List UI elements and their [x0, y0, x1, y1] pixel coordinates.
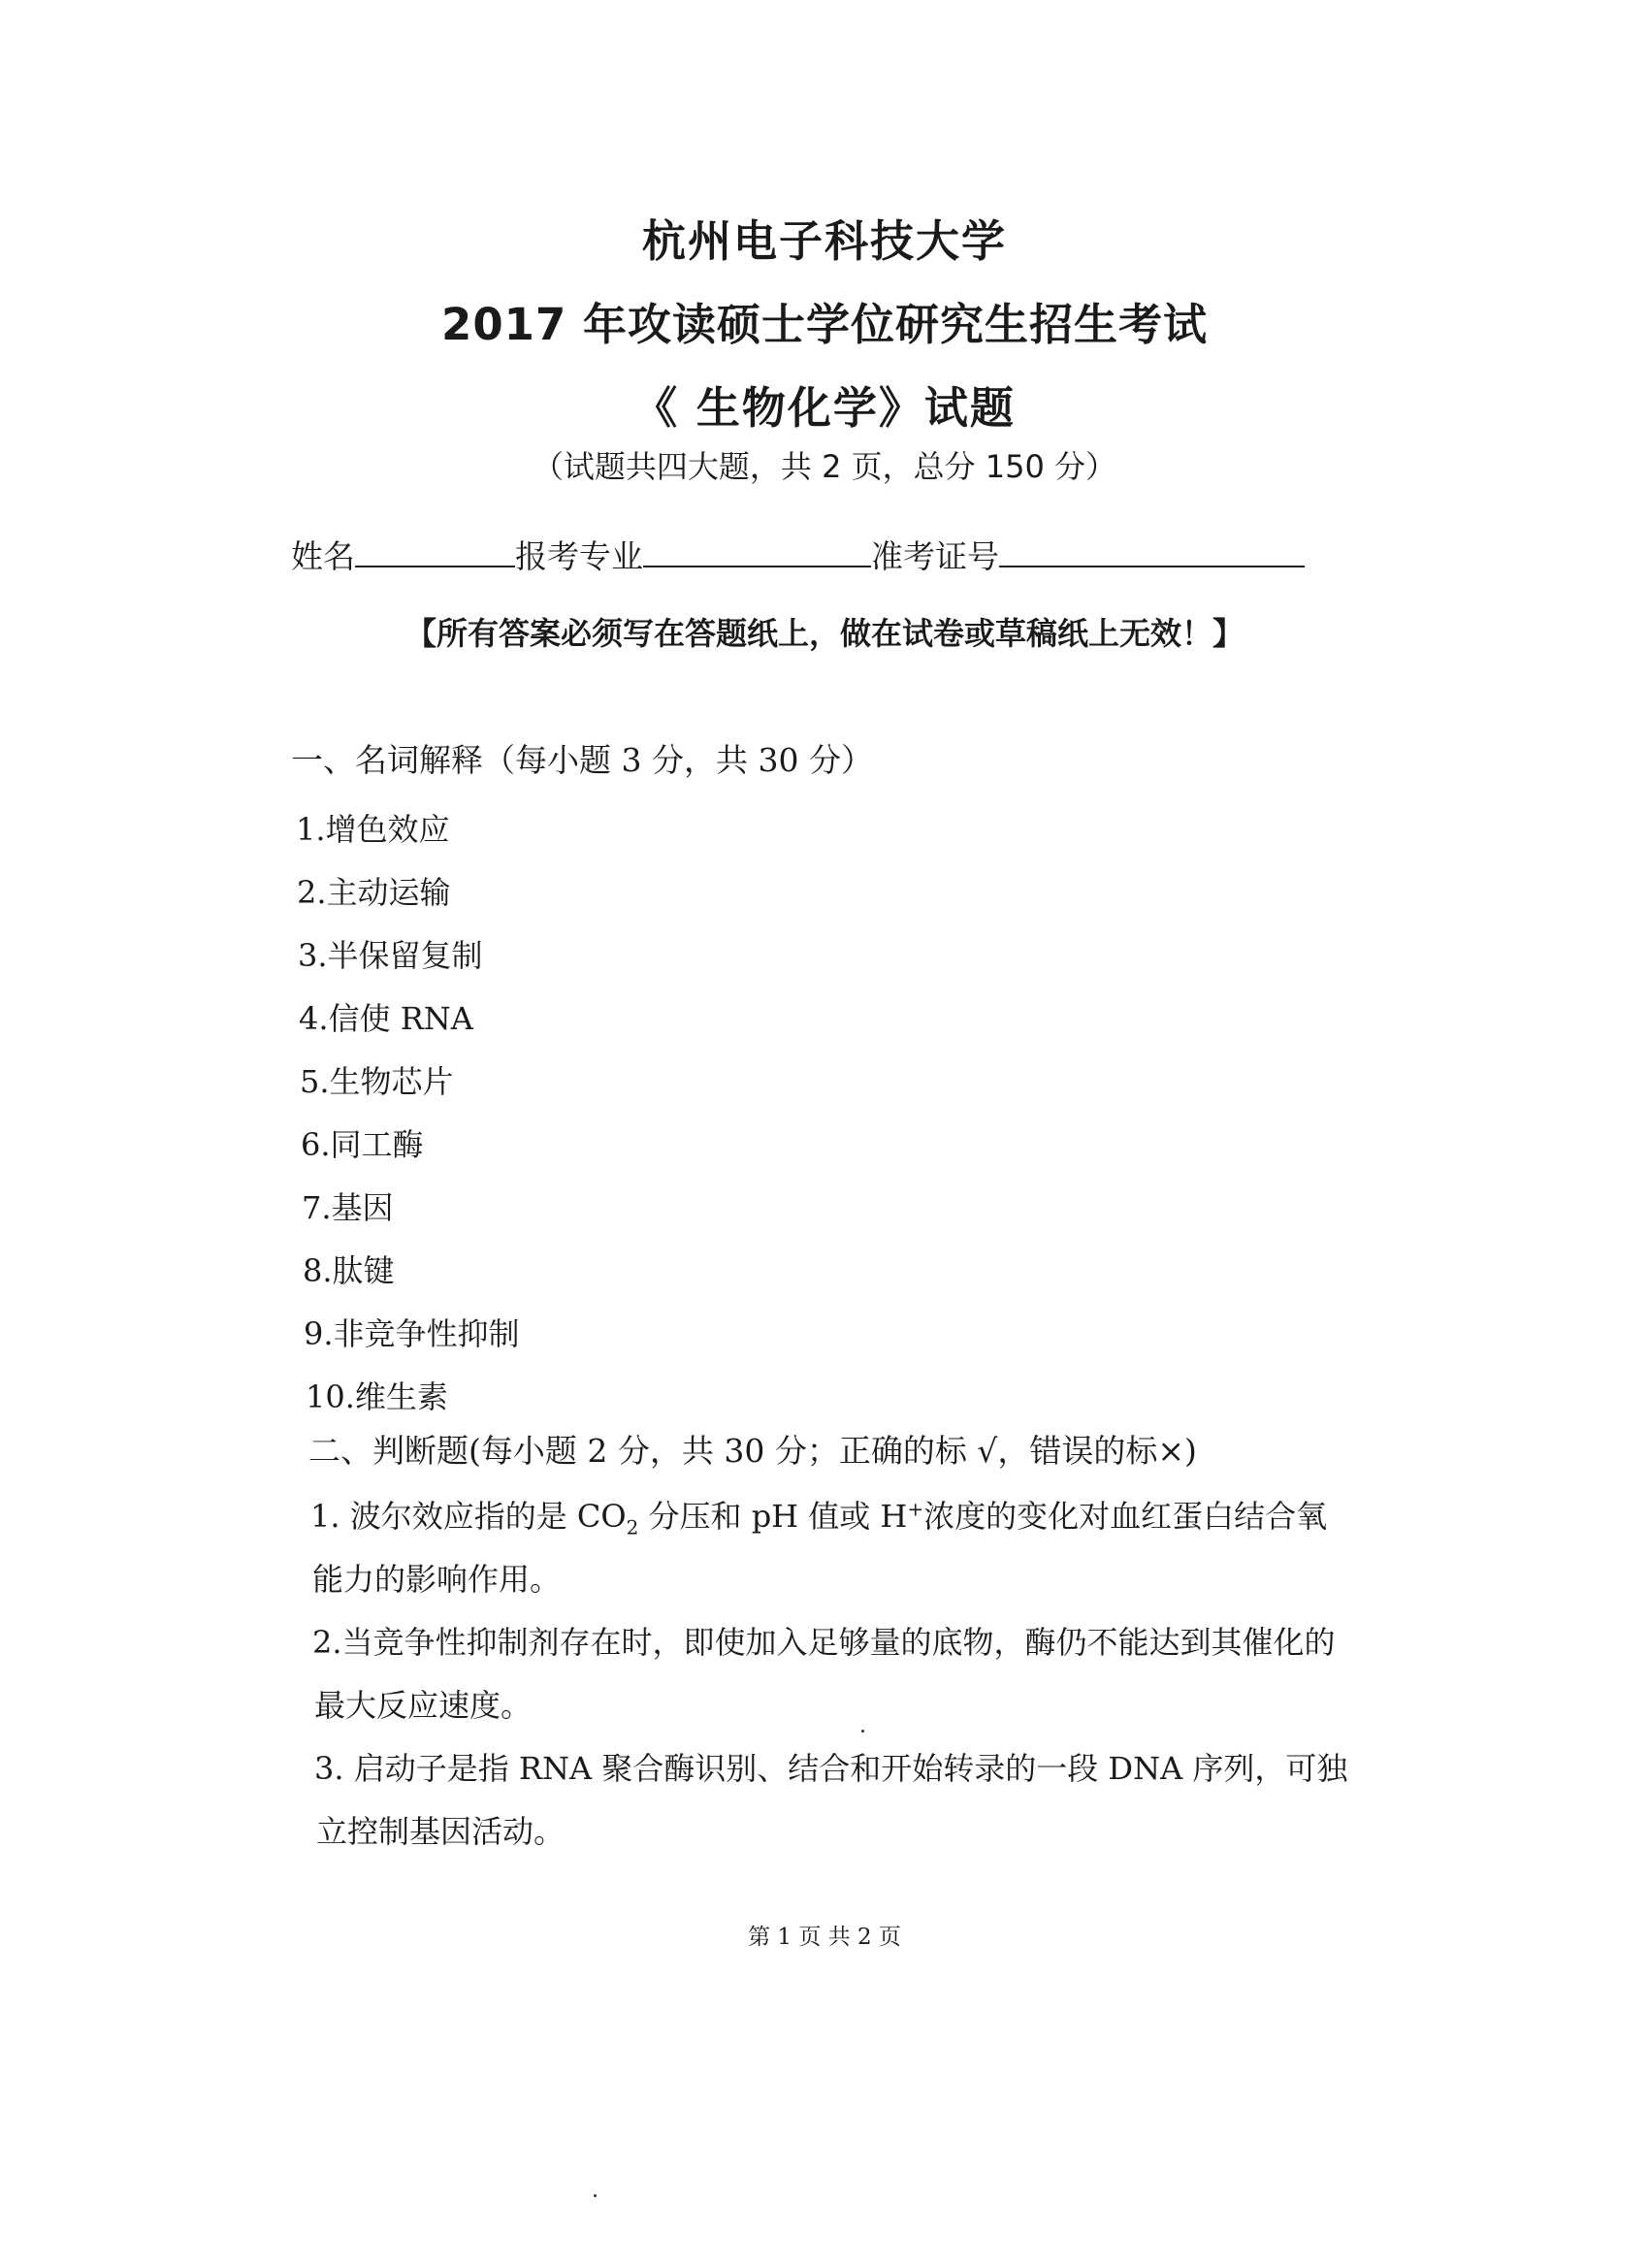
page-footer: 第 1 页 共 2 页: [748, 1925, 901, 1950]
judge-q2-line1: 2.当竞争性抑制剂存在时，即使加入足够量的底物，酶仍不能达到其催化的: [312, 1624, 1336, 1661]
major-blank: [643, 536, 871, 567]
section1-heading: 一、名词解释（每小题 3 分，共 30 分）: [291, 741, 873, 779]
judge-q3-line2: 立控制基因活动。: [316, 1813, 566, 1850]
name-blank: [355, 536, 515, 567]
term-item: 10.维生素: [306, 1378, 448, 1415]
term-item: 3.半保留复制: [298, 937, 483, 974]
term-item: 6.同工酶: [301, 1126, 424, 1163]
term-item: 8.肽键: [303, 1252, 395, 1289]
q1-text-c: 浓度的变化对血红蛋白结合氧: [923, 1498, 1328, 1535]
q1-subscript: 2: [626, 1515, 639, 1539]
exam-title: 2017 年攻读硕士学位研究生招生考试: [441, 299, 1208, 350]
exam-note: （试题共四大题，共 2 页，总分 150 分）: [532, 448, 1117, 485]
candidate-fields: [291, 532, 1305, 577]
scan-speck: [861, 1730, 864, 1733]
term-item: 2.主动运输: [297, 874, 451, 911]
major-label: 报考专业: [515, 537, 643, 575]
term-item: 1.增色效应: [296, 811, 450, 848]
term-item: 5.生物芯片: [300, 1063, 454, 1100]
q1-text-b: 分压和 pH 值或 H: [638, 1498, 908, 1535]
school-title: 杭州电子科技大学: [641, 215, 1007, 267]
judge-q1-line2: 能力的影响作用。: [312, 1561, 562, 1598]
q1-text-a: 1. 波尔效应指的是 CO: [310, 1498, 627, 1535]
scan-speck: [594, 2194, 597, 2197]
section2-heading: 二、判断题(每小题 2 分，共 30 分；正确的标 √，错误的标×): [308, 1432, 1197, 1470]
judge-q2-line2: 最大反应速度。: [314, 1687, 533, 1724]
judge-q1-line1: [310, 1492, 1327, 1539]
name-label: 姓名: [291, 537, 355, 575]
id-blank: [999, 536, 1305, 567]
term-item: 7.基因: [302, 1189, 394, 1226]
term-item: 4.信使 RNA: [299, 1000, 473, 1037]
q1-superscript: +: [907, 1497, 924, 1521]
subject-title: 《 生物化学》试题: [633, 382, 1016, 434]
term-item: 9.非竞争性抑制: [304, 1315, 520, 1352]
answer-warning: 【所有答案必须写在答题纸上，做在试卷或草稿纸上无效！】: [404, 615, 1244, 652]
id-label: 准考证号: [871, 537, 999, 575]
judge-q3-line1: 3. 启动子是指 RNA 聚合酶识别、结合和开始转录的一段 DNA 序列，可独: [314, 1750, 1348, 1787]
